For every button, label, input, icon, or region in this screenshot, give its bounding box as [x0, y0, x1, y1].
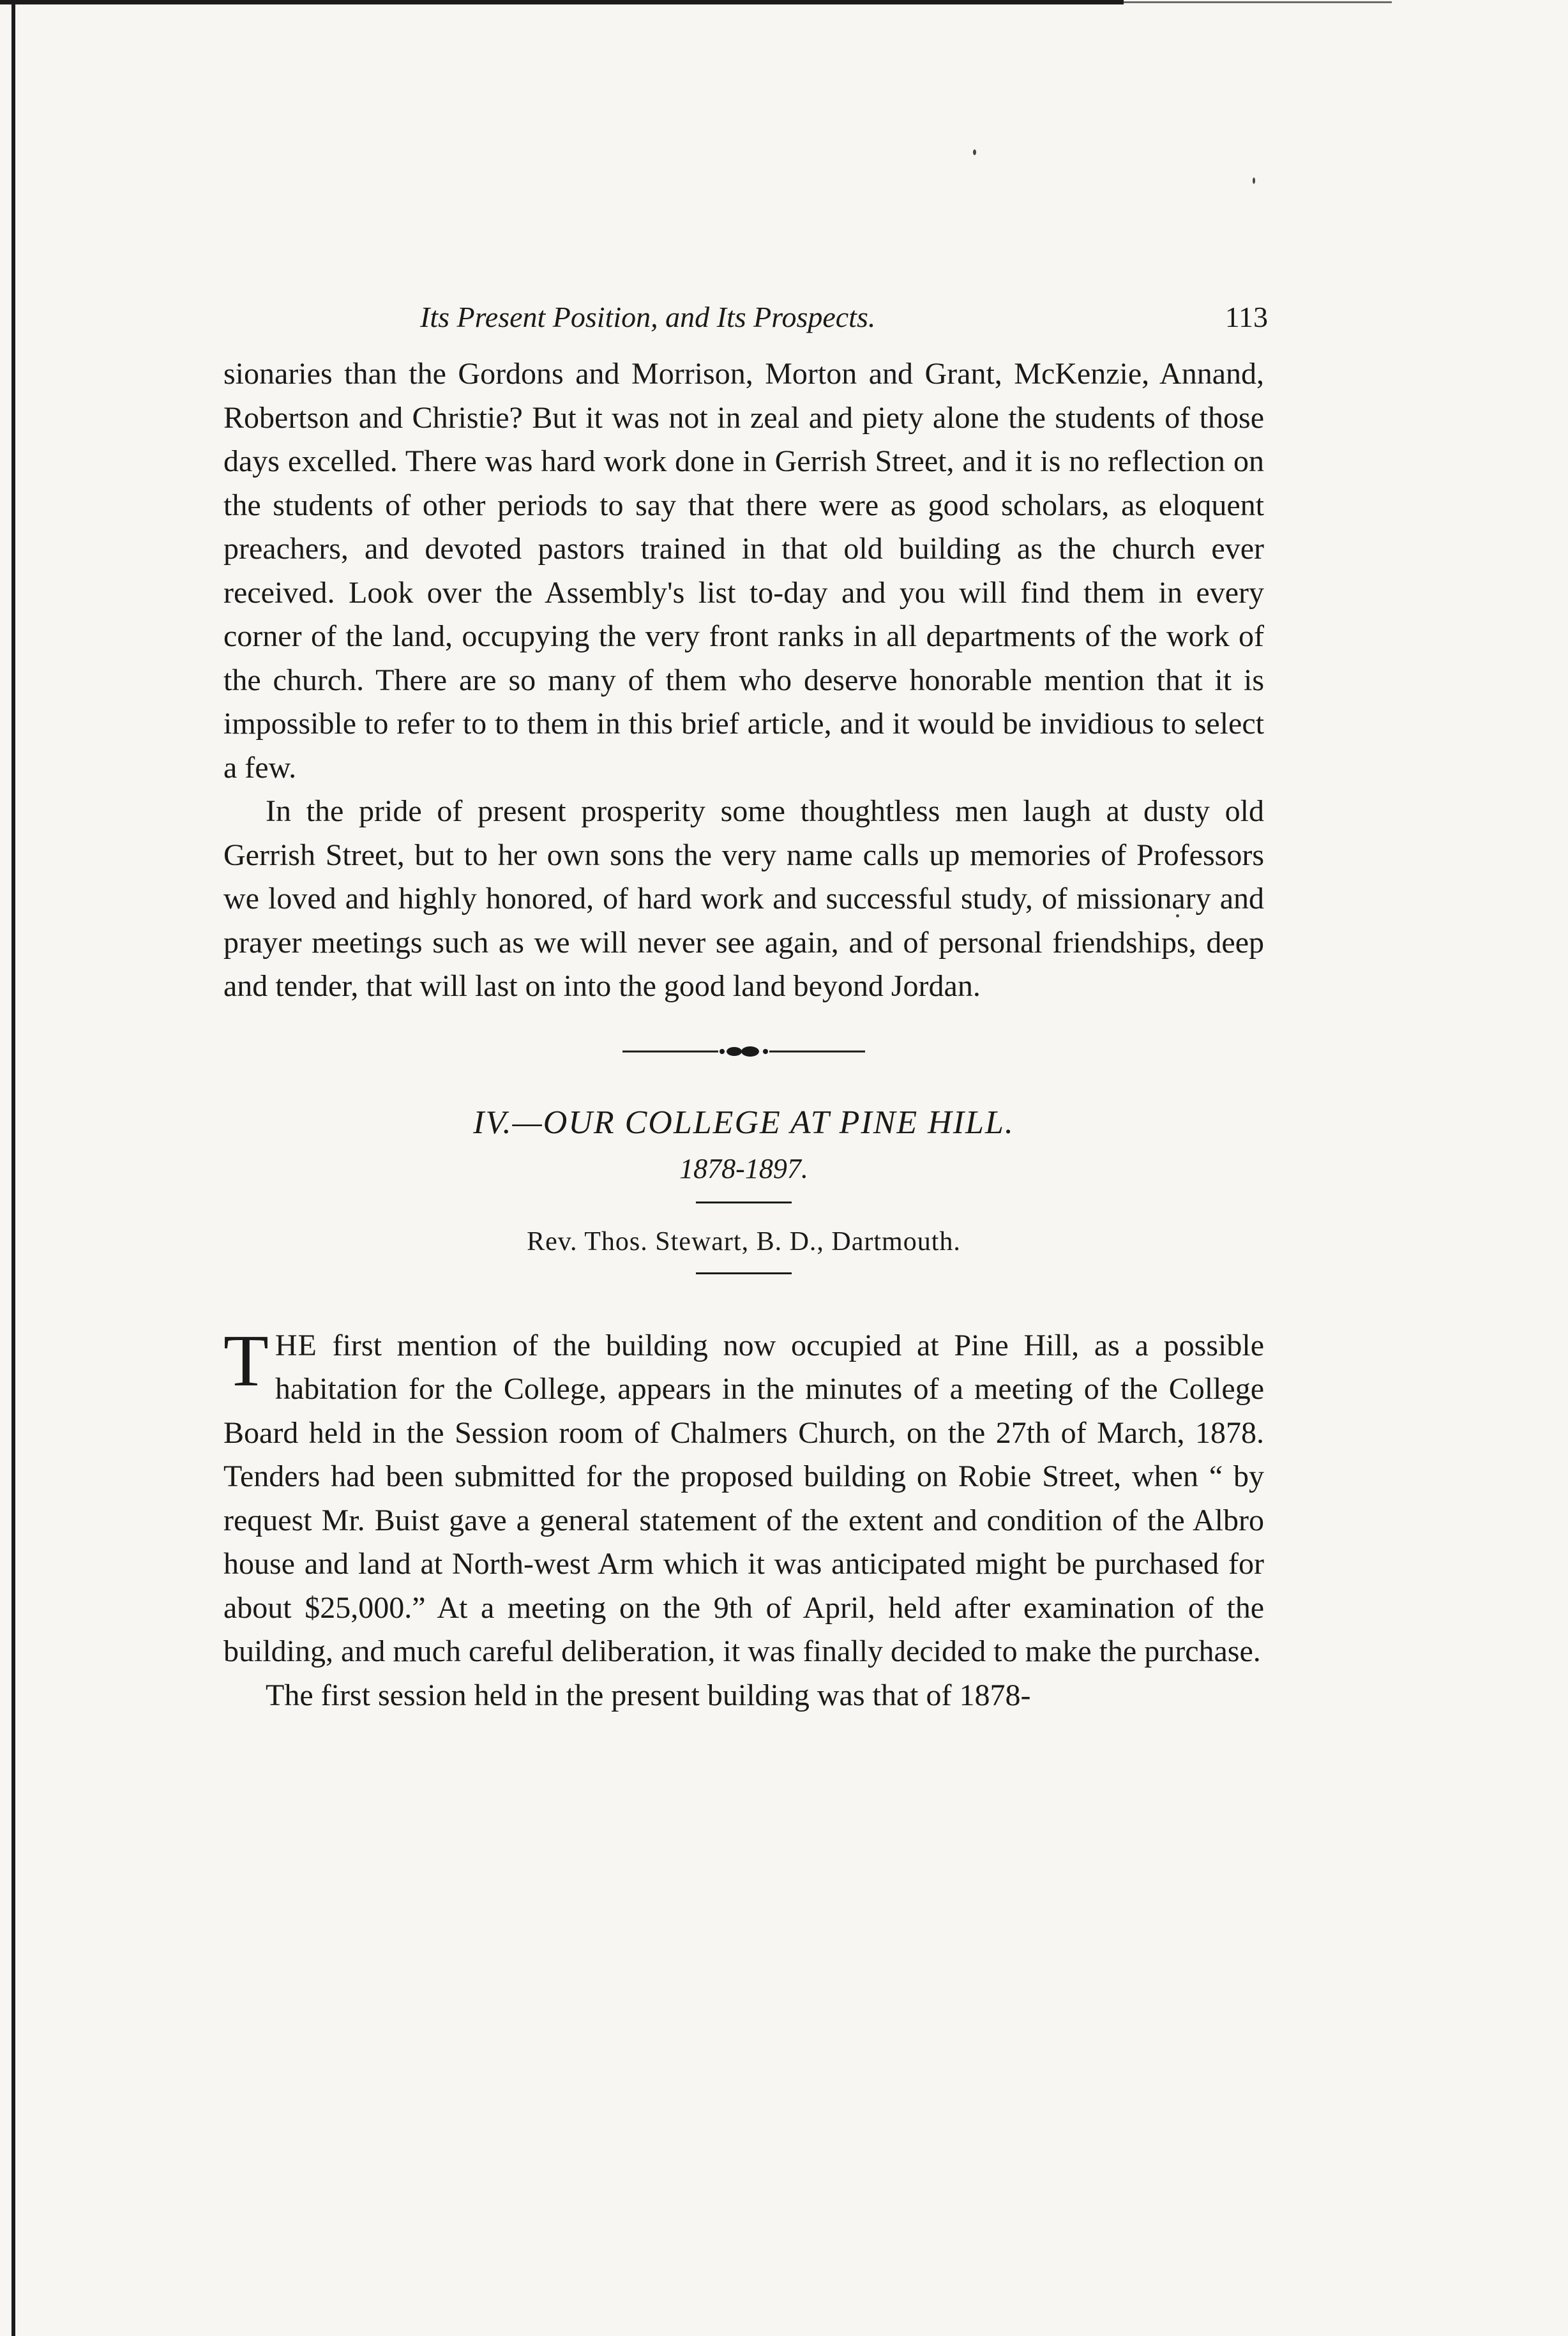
- scan-speck: [973, 149, 976, 155]
- paragraph: sionaries than the Gordons and Morrison, Morton and Grant, McKenzie, Annand, Robertson and Christie? But it was not in zeal and piety alone the students of those days excelled. There was hard work done in Gerrish Street, and it is no reflection on the students of other periods to say that there were as good scholars, as eloquent preachers, and devoted pastors trained in that old building as the church ever received. Look over the Assembly's list to-day and you will find them in every corner of the land, occupying the very front ranks in all departments of the work of the church. There are so many of them who deserve honorable mention that it is impossible to refer to to them in this brief article, and it would be invidious to select a few.: [223, 357, 1264, 785]
- first-word: HE: [275, 1328, 317, 1362]
- running-title: Its Present Position, and Its Prospects.: [420, 301, 876, 333]
- paragraph: The first session held in the present building was that of 1878-: [266, 1678, 1031, 1712]
- short-rule: [696, 1272, 792, 1274]
- section-divider-ornament: [223, 1030, 1264, 1073]
- author-name: Thos. Stewart, B. D., Dartmouth.: [584, 1226, 961, 1256]
- book-page: [223, 300, 1268, 1717]
- continued-text: [223, 352, 1264, 1009]
- paragraph-body: first mention of the building now occupied at Pine Hill, as a possible habitation for the College, appears in the minutes of a meeting of the College Board held in the Session room of Chalmers Church, on the 27th of March, 1878. Tenders had been submitted for the proposed building on Robie Street, when “ by request Mr. Buist gave a general statement of the extent and condition of the Albro house and land at North-west Arm which it was anticipated might be purchased for about $25,000.” At a meeting on the 9th of April, held after examination of the building, and much careful deliberation, it was finally decided to make the purchase.: [223, 1328, 1264, 1668]
- section-title: IV.—OUR COLLEGE AT PINE HILL.: [473, 1104, 1014, 1141]
- author-prefix: Rev.: [527, 1226, 578, 1256]
- scan-top-edge: [0, 0, 1124, 4]
- section-dates: 1878-1897.: [679, 1152, 808, 1184]
- article-text: [223, 1320, 1264, 1718]
- drop-cap: T: [223, 1320, 269, 1402]
- scan-speck: [1253, 177, 1255, 184]
- paragraph: [223, 1320, 1264, 1674]
- scan-top-edge-faint: [1124, 1, 1392, 3]
- paragraph: In the pride of present prosperity some thoughtless men laugh at dusty old Gerrish Street, but to her own sons the very name calls up memories of Professors we loved and highly honored, of hard work and successful study, of missionary and prayer meetings such as we will never see again, and of personal friendships, deep and tender, that will last on into the good land beyond Jordan.: [223, 794, 1264, 1003]
- short-rule: [696, 1202, 792, 1203]
- ornament-rule-icon: [622, 1042, 865, 1061]
- scan-left-edge: [11, 0, 15, 2336]
- page-number: 113: [1225, 301, 1268, 333]
- author-line: [223, 1223, 1264, 1261]
- running-head: [223, 300, 1268, 345]
